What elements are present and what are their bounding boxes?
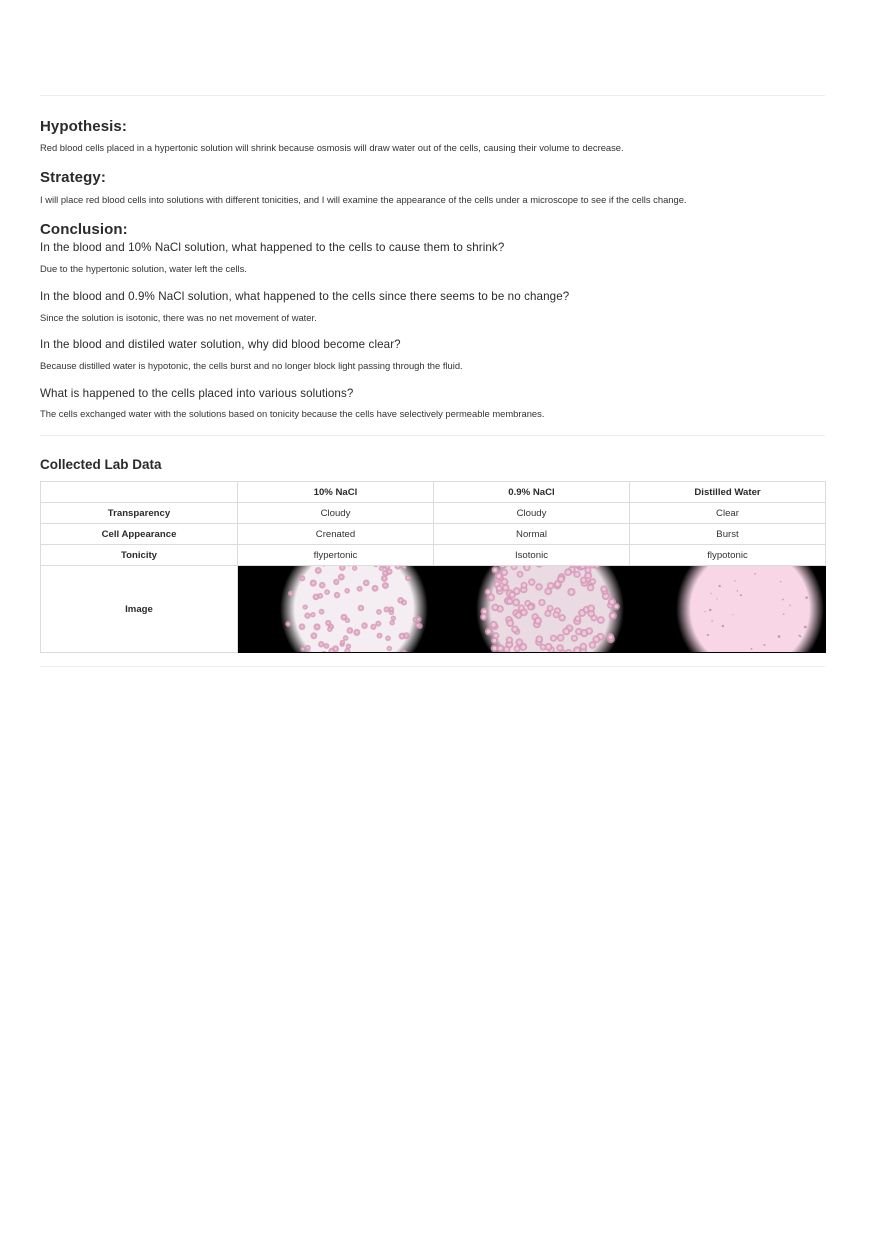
blood-cell-core — [556, 582, 560, 586]
blood-cell-core — [287, 623, 289, 625]
micrograph-crenated-cells — [238, 566, 434, 652]
blood-cell-core — [489, 595, 493, 599]
blood-cell-core — [483, 609, 487, 613]
blood-cell-core — [586, 573, 590, 577]
blood-cell-core — [301, 626, 303, 628]
table-cell: Isotonic — [434, 545, 630, 566]
blood-cell-core — [341, 566, 343, 568]
blood-cell-core — [326, 591, 328, 593]
blood-cell-core — [380, 567, 382, 569]
blood-cell-core — [582, 578, 586, 582]
blood-cell-core — [392, 617, 394, 619]
table-header-row — [41, 482, 826, 503]
blood-cell-core — [403, 566, 405, 568]
blood-cell-core — [302, 648, 304, 650]
blood-cell-core — [546, 612, 550, 616]
cell-fragment — [722, 625, 724, 627]
blood-cell-core — [312, 582, 315, 585]
blood-cell-core — [549, 584, 553, 588]
conclusion-answer-2: Since the solution is isotonic, there was no net movement of water. — [40, 312, 317, 323]
blood-cell-core — [589, 606, 593, 610]
blood-cell-core — [365, 582, 367, 584]
cell-fragment — [782, 599, 784, 601]
cell-fragment — [710, 593, 711, 594]
blood-cell-core — [403, 601, 405, 603]
blood-cell-core — [417, 618, 419, 620]
blood-cell-core — [497, 586, 501, 590]
blood-cell-core — [517, 640, 521, 644]
blood-cell-core — [515, 589, 519, 593]
micrograph-cell-hypertonic — [238, 566, 434, 653]
blood-cell-core — [508, 599, 512, 603]
blood-cell-core — [360, 607, 362, 609]
blood-cell-core — [329, 628, 331, 630]
row-label-tonicity: Tonicity — [41, 545, 238, 566]
blood-cell-core — [374, 587, 376, 589]
cell-fragment — [804, 626, 807, 629]
conclusion-heading: Conclusion: — [40, 221, 128, 238]
blood-cell-core — [575, 573, 579, 577]
lab-data-table — [40, 481, 826, 653]
blood-cell-core — [290, 593, 292, 595]
blood-cell-core — [383, 577, 385, 579]
blood-cell-core — [315, 596, 317, 598]
blood-cell-core — [316, 626, 318, 628]
blood-cell-core — [591, 580, 594, 583]
cell-fragment — [711, 620, 712, 621]
micrograph-normal-cells — [434, 566, 630, 652]
blood-cell-core — [520, 606, 524, 610]
blood-cell-core — [493, 606, 497, 610]
blood-cell-core — [560, 616, 564, 620]
blood-cell-core — [508, 638, 512, 642]
cell-fragment — [778, 635, 781, 638]
cell-fragment — [734, 580, 735, 581]
cell-fragment — [783, 613, 785, 615]
blood-cell-core — [306, 615, 308, 617]
blood-cell-core — [591, 643, 595, 647]
blood-cell-core — [609, 635, 613, 639]
blood-cell-core — [387, 637, 389, 639]
blood-cell-core — [554, 613, 557, 616]
blood-cell-core — [594, 637, 598, 641]
blood-cell-core — [391, 622, 393, 624]
micrograph-cell-isotonic — [434, 566, 630, 653]
cell-fragment — [740, 594, 742, 596]
conclusion-question-4: What is happened to the cells placed into various solutions? — [40, 387, 354, 400]
blood-cell-core — [530, 580, 534, 584]
table-cell: Cloudy — [434, 503, 630, 524]
blood-cell-core — [521, 645, 525, 649]
blood-cell-core — [510, 593, 514, 597]
blood-cell-core — [487, 630, 491, 634]
blood-cell-core — [559, 636, 563, 640]
table-row-transparency — [41, 503, 826, 524]
blood-cell-core — [407, 577, 409, 579]
blood-cell-core — [363, 625, 365, 627]
blood-cell-core — [587, 629, 591, 633]
blood-cell-core — [343, 616, 345, 618]
blood-cell-core — [492, 623, 496, 627]
table-row-image — [41, 566, 826, 653]
table-cell: Normal — [434, 524, 630, 545]
blood-cell-core — [518, 572, 521, 575]
strategy-text: I will place red blood cells into solutions with different tonicities, and I will examine the appearance of the cells under a microscope to see if the cells change. — [40, 194, 687, 205]
column-header-10-nacl: 10% NaCl — [238, 482, 434, 503]
blood-cell-core — [401, 635, 403, 637]
conclusion-question-3: In the blood and distiled water solution, why did blood become clear? — [40, 338, 401, 351]
blood-cell-core — [536, 619, 540, 623]
table-cell: flypertonic — [238, 545, 434, 566]
cell-fragment — [718, 585, 720, 587]
blood-cell-core — [508, 621, 512, 625]
blood-cell-core — [504, 586, 508, 590]
blood-cell-core — [312, 614, 314, 616]
table-row-cell-appearance — [41, 524, 826, 545]
table-cell: Cloudy — [238, 503, 434, 524]
blood-cell-core — [378, 635, 380, 637]
blood-cell-core — [346, 619, 348, 621]
blood-cell-core — [602, 587, 606, 591]
blood-cell-core — [417, 624, 419, 626]
top-divider — [40, 95, 825, 96]
blood-cell-core — [529, 605, 532, 608]
blood-cell-core — [334, 648, 336, 650]
blood-cell-core — [589, 586, 593, 590]
micrograph-burst-cells — [630, 566, 826, 652]
blood-cell-core — [354, 567, 356, 569]
blood-cell-core — [377, 623, 379, 625]
table-cell: Crenated — [238, 524, 434, 545]
blood-cell-core — [307, 647, 309, 649]
blood-cell-core — [548, 607, 551, 610]
blood-cell-core — [586, 569, 589, 572]
blood-cell-core — [335, 581, 337, 583]
lab-data-title: Collected Lab Data — [40, 457, 162, 472]
blood-cell-core — [345, 637, 347, 639]
blood-cell-core — [321, 611, 323, 613]
blood-cell-core — [390, 608, 392, 610]
micrograph-cell-hypotonic — [630, 566, 826, 653]
cell-fragment — [709, 609, 712, 612]
blood-cell-core — [515, 647, 519, 651]
bottom-divider — [40, 666, 825, 667]
blood-cell-core — [378, 611, 380, 613]
conclusion-answer-1: Due to the hypertonic solution, water left the cells. — [40, 263, 247, 274]
blood-cell-core — [537, 637, 541, 641]
blood-cell-core — [386, 608, 388, 610]
table-cell: flypotonic — [630, 545, 826, 566]
blood-cell-core — [513, 627, 517, 631]
cell-fragment — [707, 634, 709, 636]
row-label-cell-appearance: Cell Appearance — [41, 524, 238, 545]
cell-fragment — [764, 644, 766, 646]
blood-cell-core — [503, 580, 507, 584]
middle-divider — [40, 435, 825, 436]
blood-cell-core — [502, 571, 506, 575]
blood-cell-core — [340, 576, 342, 578]
conclusion-answer-4: The cells exchanged water with the solutions based on tonicity because the cells have selectively permeable membranes. — [40, 408, 545, 419]
cell-fragment — [805, 596, 808, 599]
blood-cell-core — [493, 646, 497, 650]
blood-cell-core — [317, 569, 319, 571]
blood-cell-core — [540, 601, 544, 605]
column-header-empty — [41, 482, 238, 503]
blood-cell-core — [546, 645, 550, 649]
blood-cell-core — [320, 643, 322, 645]
strategy-heading: Strategy: — [40, 169, 106, 186]
blood-cell-core — [599, 618, 603, 622]
blood-cell-core — [327, 622, 329, 624]
blood-cell-core — [541, 645, 544, 648]
blood-cell-core — [576, 617, 579, 620]
blood-cell-core — [313, 635, 315, 637]
blood-cell-core — [346, 650, 348, 652]
blood-cell-core — [349, 629, 351, 631]
blood-cell-core — [517, 613, 521, 617]
cell-fragment — [780, 581, 781, 582]
blood-cell-core — [342, 642, 344, 644]
cell-fragment — [751, 648, 753, 650]
column-header-distilled-water: Distilled Water — [630, 482, 826, 503]
blood-cell-core — [615, 605, 619, 609]
cell-fragment — [716, 598, 717, 599]
conclusion-question-2: In the blood and 0.9% NaCl solution, what happened to the cells since there seems to be no change? — [40, 290, 570, 303]
blood-cell-core — [537, 585, 541, 589]
blood-cell-core — [384, 584, 386, 586]
blood-cell-core — [610, 600, 614, 604]
blood-cell-core — [581, 645, 585, 649]
table-row-tonicity — [41, 545, 826, 566]
blood-cell-core — [573, 637, 577, 641]
blood-cell-core — [486, 590, 490, 594]
blood-cell-core — [325, 645, 327, 647]
blood-cell-core — [522, 583, 526, 587]
cell-fragment — [737, 590, 738, 591]
blood-cell-core — [514, 600, 518, 604]
blood-cell-core — [359, 588, 361, 590]
hypothesis-text: Red blood cells placed in a hypertonic solution will shrink because osmosis will draw water out of the cells, causing their volume to decrease. — [40, 142, 624, 153]
blood-cell-core — [336, 594, 338, 596]
table-cell: Clear — [630, 503, 826, 524]
blood-cell-core — [301, 577, 303, 579]
blood-cell-core — [558, 646, 562, 650]
blood-cell-core — [321, 584, 323, 586]
blood-cell-core — [372, 626, 374, 628]
blood-cell-core — [493, 639, 497, 643]
cell-fragment — [705, 611, 706, 612]
blood-cell-core — [388, 648, 390, 650]
row-label-image: Image — [41, 566, 238, 653]
blood-cell-core — [569, 590, 573, 594]
table-cell: Burst — [630, 524, 826, 545]
blood-cell-core — [564, 629, 568, 633]
blood-cell-core — [494, 634, 497, 637]
conclusion-answer-3: Because distilled water is hypotonic, the cells burst and no longer block light passing through the fluid. — [40, 360, 463, 371]
cell-fragment — [754, 573, 756, 575]
cell-fragment — [789, 605, 790, 606]
blood-cell-core — [552, 636, 556, 640]
column-header-0-9-nacl: 0.9% NaCl — [434, 482, 630, 503]
blood-cell-core — [347, 645, 349, 647]
blood-cell-core — [346, 590, 348, 592]
blood-cell-core — [498, 646, 502, 650]
conclusion-question-1: In the blood and 10% NaCl solution, what happened to the cells to cause them to shrink? — [40, 241, 505, 254]
blood-cell-core — [493, 568, 497, 572]
blood-cell-core — [388, 570, 390, 572]
blood-cell-core — [497, 574, 501, 578]
row-label-transparency: Transparency — [41, 503, 238, 524]
hypothesis-heading: Hypothesis: — [40, 118, 127, 135]
blood-cell-core — [566, 570, 570, 574]
blood-cell-core — [304, 606, 306, 608]
blood-cell-core — [482, 615, 486, 619]
cell-fragment — [800, 636, 801, 637]
blood-cell-core — [611, 614, 615, 618]
blood-cell-core — [319, 595, 321, 597]
blood-cell-core — [546, 589, 550, 593]
cell-fragment — [732, 614, 733, 615]
blood-cell-core — [356, 631, 358, 633]
